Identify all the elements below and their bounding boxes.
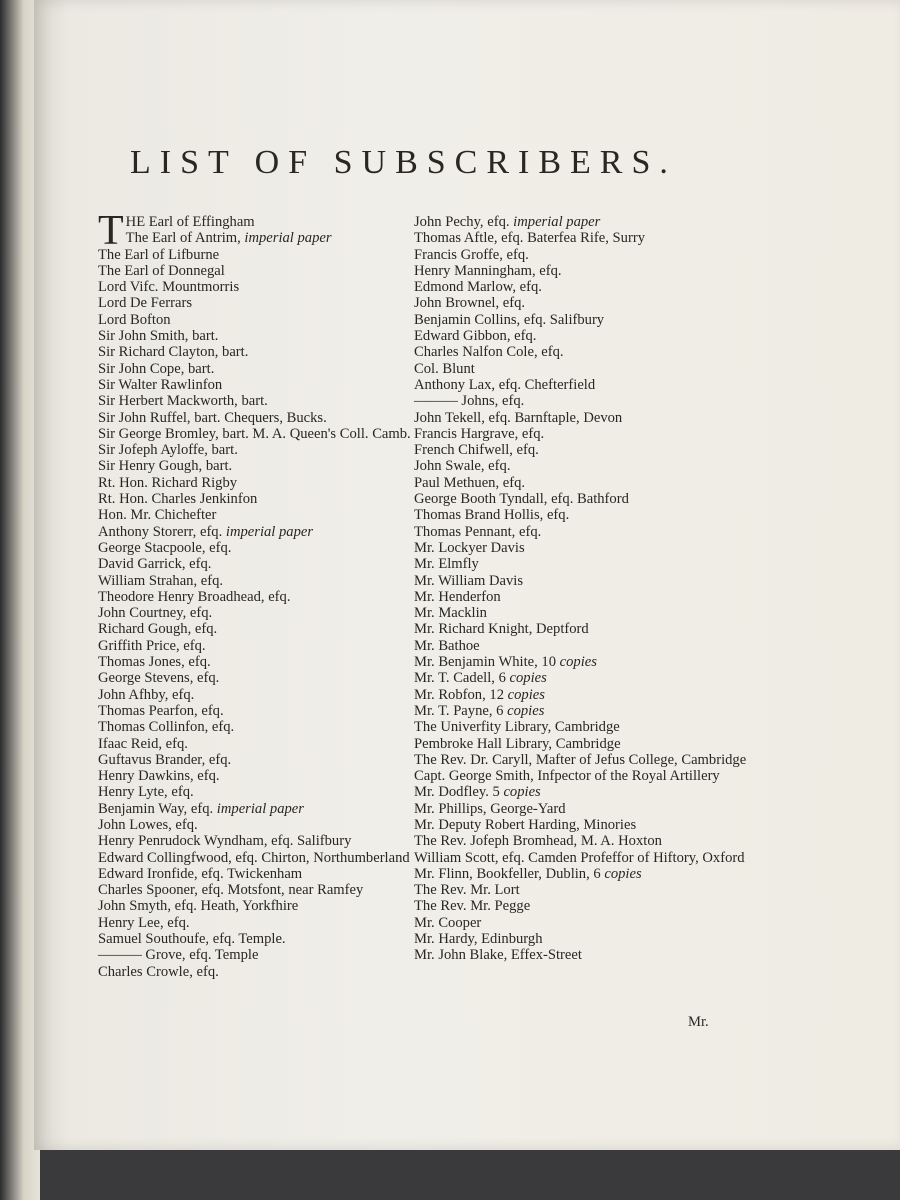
list-item (98, 214, 418, 230)
entry-text: Mr. William Davis (414, 572, 523, 589)
entry-text: The Univerfity Library, Cambridge (414, 719, 620, 736)
list-item (98, 736, 418, 752)
list-item (414, 703, 759, 719)
list-item (414, 458, 759, 474)
list-item (414, 833, 759, 849)
entry-text: The Rev. Mr. Lort (414, 882, 520, 899)
entry-text: Henry Lyte, efq. (98, 784, 194, 801)
entry-text: ——— Johns, efq. (414, 393, 525, 410)
entry-text: The Rev. Dr. Caryll, Mafter of Jefus College, Cambridge (414, 751, 747, 768)
list-item (98, 817, 418, 833)
list-item (98, 719, 418, 735)
entry-text: Benjamin Collins, efq. Salifbury (414, 311, 605, 328)
list-item (98, 768, 418, 784)
entry-text: Hon. Mr. Chichefter (98, 507, 217, 524)
list-item (98, 556, 418, 572)
entry-text: Anthony Lax, efq. Chefterfield (414, 376, 596, 393)
subscriber-list-left (98, 247, 418, 980)
entry-text: John Brownel, efq. (414, 295, 526, 312)
entry-text: The Earl of Donnegal (98, 262, 225, 279)
entry-text: HE Earl of Effingham (125, 214, 255, 230)
entry-text: Mr. Phillips, George-Yard (414, 800, 566, 817)
entry-text: Edward Ironfide, efq. Twickenham (98, 865, 303, 882)
entry-text: The Earl of Antrim, (125, 230, 245, 247)
entry-text: John Pechy, efq. (414, 214, 514, 230)
entry-text: Edward Collingfwood, efq. Chirton, Northumberland (98, 849, 410, 866)
entry-text: Sir Herbert Mackworth, bart. (98, 393, 268, 410)
book-page (34, 0, 900, 1150)
entry-text: Samuel Southoufe, efq. Temple. (98, 931, 286, 948)
entry-text: The Rev. Mr. Pegge (414, 898, 531, 915)
list-item (98, 589, 418, 605)
list-item (98, 573, 418, 589)
entry-note: imperial paper (244, 230, 332, 247)
entry-text: Mr. T. Cadell, 6 (414, 670, 510, 687)
entry-text: Henry Dawkins, efq. (98, 768, 220, 785)
list-item (98, 524, 418, 540)
list-item (414, 540, 759, 556)
list-item (98, 410, 418, 426)
entry-text: Mr. Robfon, 12 (414, 686, 508, 703)
list-item (414, 719, 759, 735)
entry-text: George Stevens, efq. (98, 670, 220, 687)
entry-text: Capt. George Smith, Infpector of the Royal Artillery (414, 768, 720, 785)
list-item (414, 687, 759, 703)
entry-text: Mr. T. Payne, 6 (414, 702, 508, 719)
list-item (98, 263, 418, 279)
entry-text: Lord De Ferrars (98, 295, 193, 312)
list-item (414, 817, 759, 833)
entry-note: copies (507, 686, 545, 703)
entry-text: John Smyth, efq. Heath, Yorkfhire (98, 898, 299, 915)
list-item (98, 295, 418, 311)
entry-note: copies (507, 702, 545, 719)
list-item (414, 638, 759, 654)
list-item (414, 263, 759, 279)
list-item (98, 882, 418, 898)
list-item (414, 214, 759, 230)
list-item (414, 328, 759, 344)
entry-text: Mr. Bathoe (414, 637, 480, 654)
list-item (98, 752, 418, 768)
list-item (98, 605, 418, 621)
list-item (414, 589, 759, 605)
entry-text: The Rev. Jofeph Bromhead, M. A. Hoxton (414, 833, 662, 850)
list-item (414, 882, 759, 898)
list-item (414, 247, 759, 263)
entry-text: Thomas Aftle, efq. Baterfea Rife, Surry (414, 230, 645, 247)
entry-text: Charles Spooner, efq. Motsfont, near Ramfey (98, 882, 364, 899)
drop-cap: T (98, 208, 124, 254)
entry-text: Col. Blunt (414, 360, 475, 377)
list-item (414, 426, 759, 442)
list-item (414, 621, 759, 637)
entry-text: Mr. Elmfly (414, 556, 479, 573)
list-item (98, 312, 418, 328)
list-item (98, 458, 418, 474)
entry-note: imperial paper (513, 214, 601, 230)
entry-text: Ifaac Reid, efq. (98, 735, 188, 752)
entry-text: Thomas Jones, efq. (98, 654, 211, 671)
list-item (414, 801, 759, 817)
list-item (98, 784, 418, 800)
entry-text: Sir John Cope, bart. (98, 360, 215, 377)
entry-text: Sir Jofeph Ayloffe, bart. (98, 442, 238, 459)
entry-note: copies (559, 654, 597, 671)
list-item (98, 279, 418, 295)
entry-text: Paul Methuen, efq. (414, 474, 526, 491)
entry-text: Thomas Pennant, efq. (414, 523, 542, 540)
entry-text: George Stacpoole, efq. (98, 539, 232, 556)
entry-text: Mr. Richard Knight, Deptford (414, 621, 589, 638)
list-item (414, 866, 759, 882)
entry-text: Benjamin Way, efq. (98, 800, 217, 817)
list-item (98, 931, 418, 947)
entry-text: John Swale, efq. (414, 458, 511, 475)
entry-text: Richard Gough, efq. (98, 621, 218, 638)
list-item (98, 964, 418, 980)
entry-text: Guftavus Brander, efq. (98, 751, 232, 768)
list-item (98, 475, 418, 491)
list-item (414, 491, 759, 507)
list-item (414, 361, 759, 377)
list-item (414, 752, 759, 768)
entry-text: Thomas Collinfon, efq. (98, 719, 235, 736)
entry-note: imperial paper (225, 523, 314, 540)
entry-text: Griffith Price, efq. (98, 637, 206, 654)
entry-text: John Tekell, efq. Barnftaple, Devon (414, 409, 623, 426)
entry-text: Henry Penrudock Wyndham, efq. Salifbury (98, 833, 352, 850)
entry-note: copies (604, 865, 642, 882)
list-item (98, 361, 418, 377)
list-item (98, 801, 418, 817)
list-item (98, 670, 418, 686)
entry-text: Rt. Hon. Charles Jenkinfon (98, 491, 258, 508)
entry-text: Lord Bofton (98, 311, 171, 328)
entry-note: imperial paper (216, 800, 304, 817)
entry-text: Mr. Lockyer Davis (414, 539, 525, 556)
entry-text: Charles Nalfon Cole, efq. (414, 344, 564, 361)
entry-text: French Chifwell, efq. (414, 442, 539, 459)
list-item (98, 344, 418, 360)
entry-text: Sir John Ruffel, bart. Chequers, Bucks. (98, 409, 327, 426)
entry-text: The Earl of Lifburne (98, 246, 220, 263)
entry-text: Mr. Hardy, Edinburgh (414, 931, 543, 948)
entry-text: Thomas Pearfon, efq. (98, 702, 224, 719)
list-item (414, 295, 759, 311)
entry-text: William Strahan, efq. (98, 572, 224, 589)
list-item (414, 670, 759, 686)
list-item (414, 573, 759, 589)
entry-text: Sir Henry Gough, bart. (98, 458, 233, 475)
list-item (414, 654, 759, 670)
entry-text: Mr. Cooper (414, 914, 482, 931)
entry-text: Sir Walter Rawlinfon (98, 376, 223, 393)
list-item (98, 393, 418, 409)
list-item (98, 898, 418, 914)
list-item (98, 328, 418, 344)
list-item (414, 898, 759, 914)
list-item (414, 784, 759, 800)
entry-text: Francis Groffe, efq. (414, 246, 529, 263)
entry-text: Lord Vifc. Mountmorris (98, 279, 240, 296)
list-item (414, 442, 759, 458)
opening-entry (98, 208, 418, 254)
list-item (98, 230, 418, 246)
entry-text: Thomas Brand Hollis, efq. (414, 507, 570, 524)
entry-text: George Booth Tyndall, efq. Bathford (414, 491, 629, 508)
entry-text: Mr. Henderfon (414, 588, 501, 605)
list-item (98, 703, 418, 719)
list-item (414, 736, 759, 752)
list-item (98, 247, 418, 263)
entry-text: Mr. Benjamin White, 10 (414, 654, 560, 671)
entry-text: Mr. John Blake, Effex-Street (414, 947, 582, 964)
subscriber-list-right (414, 214, 759, 964)
list-item (414, 393, 759, 409)
entry-text: Henry Manningham, efq. (414, 262, 562, 279)
entry-text: William Scott, efq. Camden Profeffor of Hiftory, Oxford (414, 849, 745, 866)
list-item (414, 344, 759, 360)
entry-text: Mr. Dodfley. 5 (414, 784, 504, 801)
entry-text: Mr. Flinn, Bookfeller, Dublin, 6 (414, 865, 605, 882)
entry-text: John Afhby, efq. (98, 686, 195, 703)
list-item (98, 491, 418, 507)
list-item (98, 426, 418, 442)
list-item (414, 947, 759, 963)
entry-text: Theodore Henry Broadhead, efq. (98, 588, 291, 605)
entry-text: Charles Crowle, efq. (98, 963, 219, 980)
list-item (98, 654, 418, 670)
entry-text: Pembroke Hall Library, Cambridge (414, 735, 621, 752)
list-item (414, 507, 759, 523)
list-item (414, 279, 759, 295)
page-title: LIST OF SUBSCRIBERS. (130, 144, 677, 181)
entry-text: John Courtney, efq. (98, 605, 213, 622)
entry-text: Francis Hargrave, efq. (414, 425, 545, 442)
entry-text: ——— Grove, efq. Temple (98, 947, 259, 964)
list-item (414, 768, 759, 784)
list-item (98, 621, 418, 637)
list-item (414, 556, 759, 572)
entry-text: Henry Lee, efq. (98, 914, 190, 931)
entry-note: copies (503, 784, 541, 801)
list-item (98, 866, 418, 882)
entry-text: Sir John Smith, bart. (98, 328, 219, 345)
list-item (414, 931, 759, 947)
list-item (98, 442, 418, 458)
list-item (98, 377, 418, 393)
list-item (414, 230, 759, 246)
entry-text: John Lowes, efq. (98, 816, 198, 833)
list-item (98, 833, 418, 849)
list-item (414, 312, 759, 328)
entry-text: Edward Gibbon, efq. (414, 328, 537, 345)
list-item (414, 475, 759, 491)
catchword: Mr. (688, 1014, 709, 1030)
entry-note: copies (509, 670, 547, 687)
list-item (414, 915, 759, 931)
list-item (98, 850, 418, 866)
list-item (414, 605, 759, 621)
entry-text: Sir Richard Clayton, bart. (98, 344, 249, 361)
entry-text: Rt. Hon. Richard Rigby (98, 474, 238, 491)
list-item (414, 850, 759, 866)
list-item (98, 638, 418, 654)
list-item (98, 687, 418, 703)
list-item (414, 410, 759, 426)
list-item (98, 915, 418, 931)
entry-text: Anthony Storerr, efq. (98, 523, 226, 540)
list-item (414, 524, 759, 540)
entry-text: David Garrick, efq. (98, 556, 212, 573)
list-item (98, 507, 418, 523)
subscribers-column-right (414, 214, 759, 964)
list-item (98, 540, 418, 556)
entry-text: Edmond Marlow, efq. (414, 279, 542, 296)
subscribers-column-left (98, 208, 418, 980)
entry-text: Sir George Bromley, bart. M. A. Queen's Coll. Camb. (98, 425, 411, 442)
entry-text: Mr. Macklin (414, 605, 487, 622)
list-item (98, 947, 418, 963)
list-item (414, 377, 759, 393)
entry-text: Mr. Deputy Robert Harding, Minories (414, 816, 637, 833)
